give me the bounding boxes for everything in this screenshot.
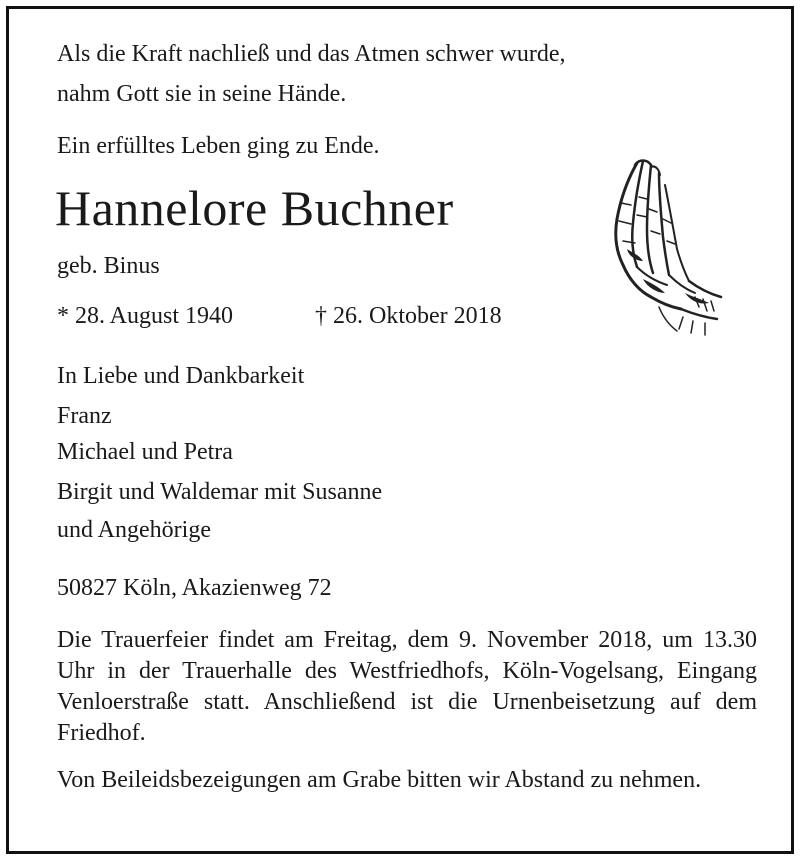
death-date: † 26. Oktober 2018 [315,303,502,329]
funeral-notice: Die Trauerfeier findet am Freitag, dem 9. November 2018, um 13.30 Uhr in der Trauerhalle des Westfriedhofs, Köln-Vogelsang, Eingang Venloerstraße statt. Anschließend ist die Urnenbeisetzung auf dem Friedhof. [57,627,757,746]
deceased-name: Hannelore Buchner [55,180,454,236]
mourner-name: Franz [57,403,112,429]
birth-date: * 28. August 1940 [57,303,234,329]
condolence-notice: Von Beileidsbezeigungen am Grabe bitten wir Abstand zu nehmen. [57,767,702,793]
mourner-name: und Angehörige [57,517,211,543]
poem-line-1: Als die Kraft nachließ und das Atmen schwer wurde, [57,41,566,67]
obituary-notice [6,6,794,854]
mourner-name: Birgit und Waldemar mit Susanne [57,479,383,505]
mourner-name: Michael und Petra [57,439,233,465]
address: 50827 Köln, Akazienweg 72 [57,575,332,601]
subtitle: Ein erfülltes Leben ging zu Ende. [57,133,380,159]
mourners-intro: In Liebe und Dankbarkeit [57,363,305,389]
praying-hands-icon [599,157,729,342]
maiden-name: geb. Binus [57,253,160,279]
poem-line-2: nahm Gott sie in seine Hände. [57,81,347,107]
